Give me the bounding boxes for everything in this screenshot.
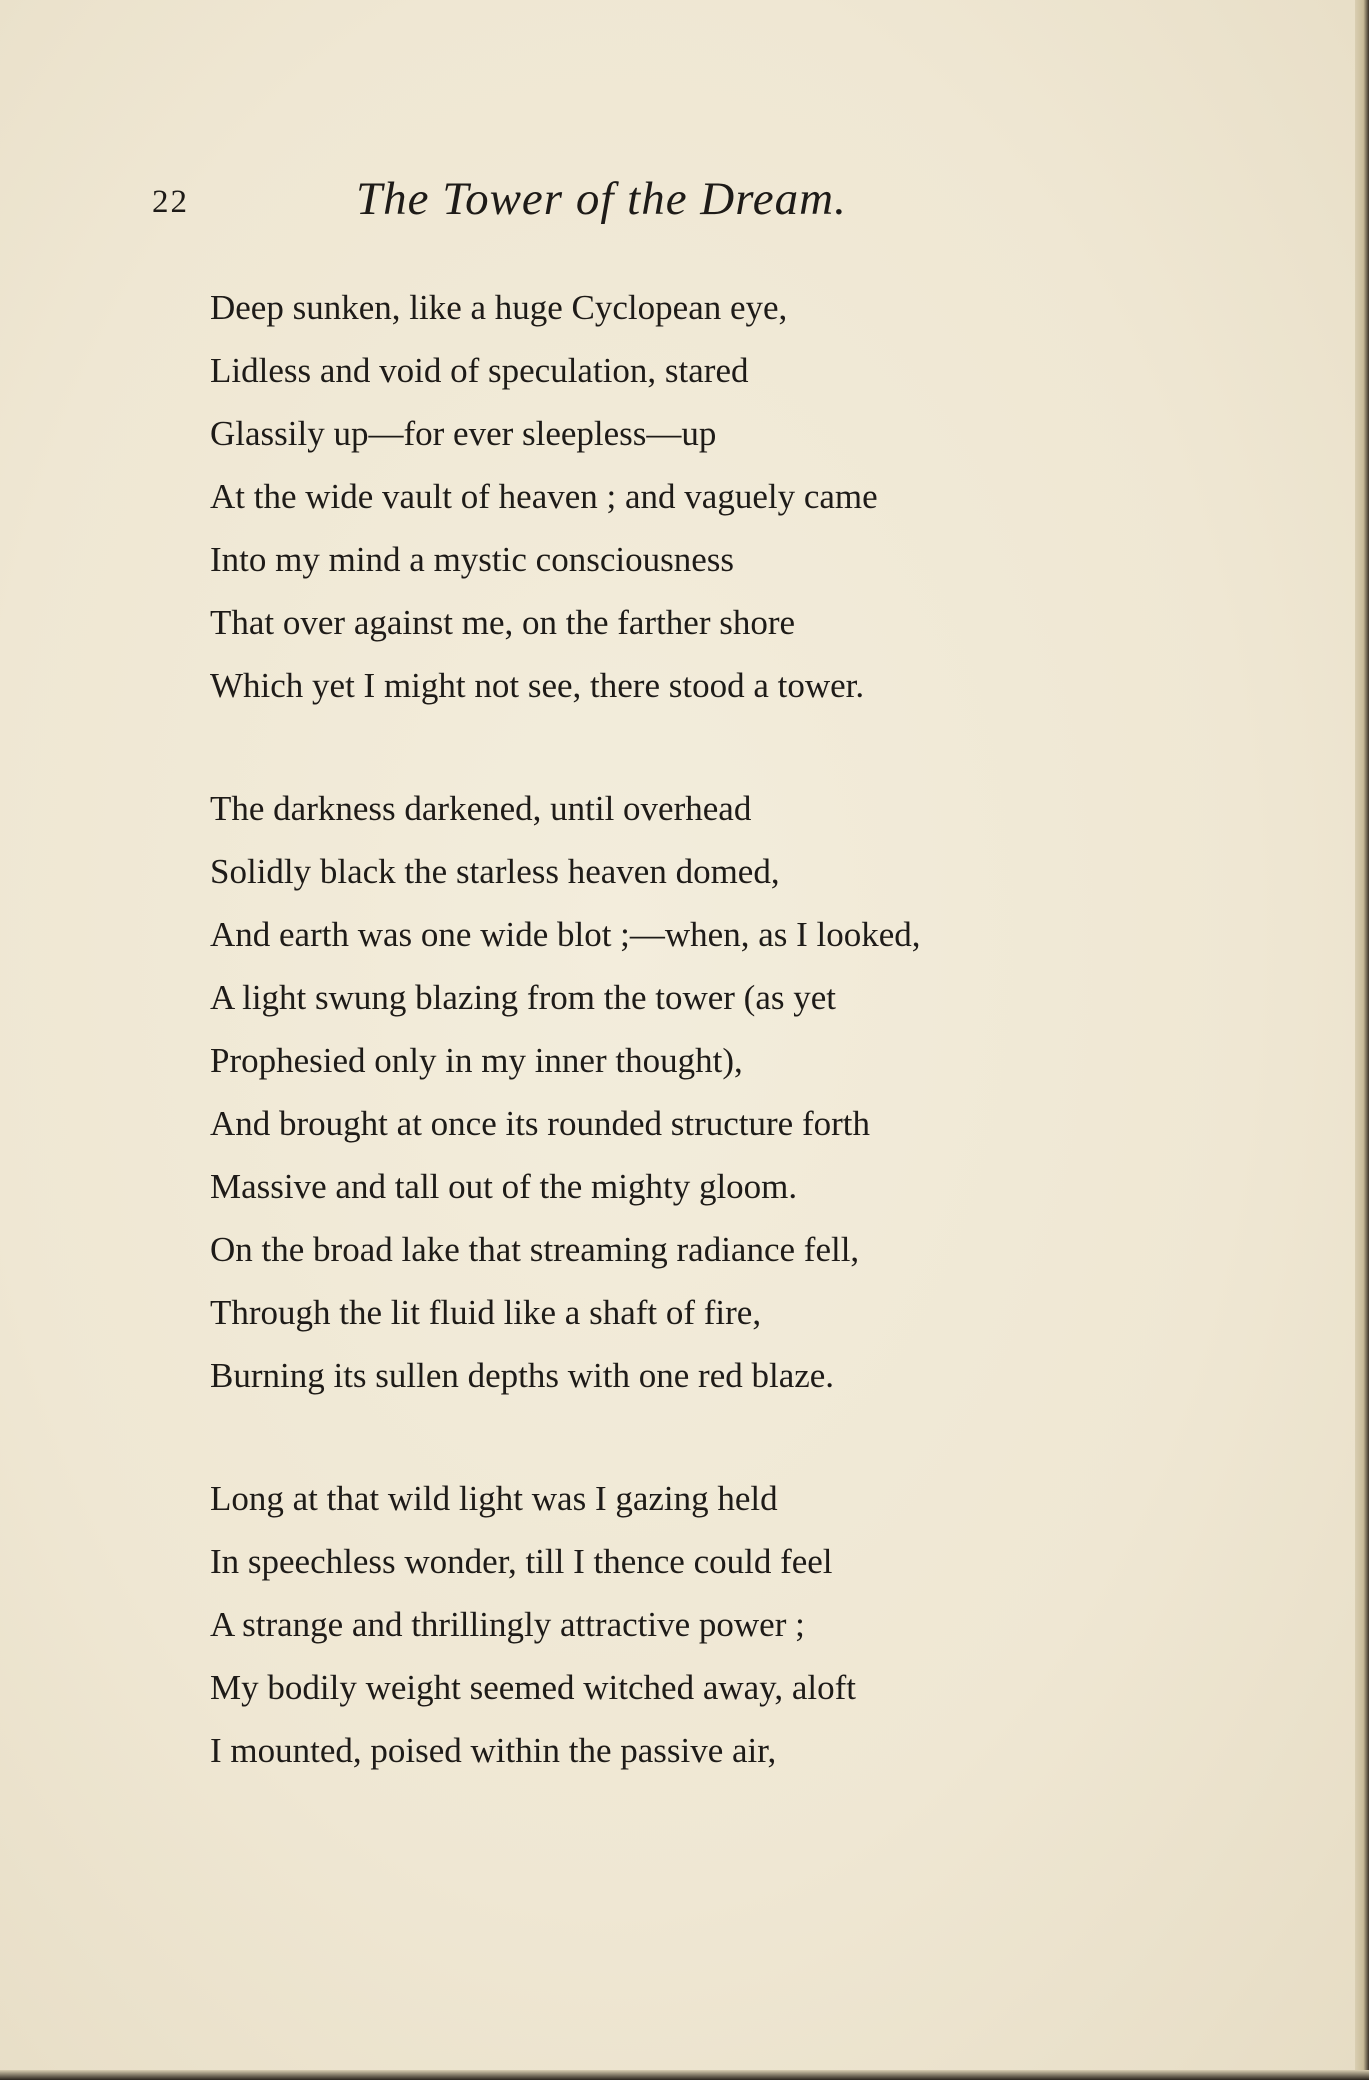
poem-line: Into my mind a mystic consciousness xyxy=(210,540,734,579)
page-header xyxy=(152,172,1052,232)
stanza xyxy=(210,1467,1210,1782)
poem-line: Deep sunken, like a huge Cyclopean eye, xyxy=(210,288,788,327)
running-title: The Tower of the Dream. xyxy=(356,173,847,225)
poem-line: That over against me, on the farther shore xyxy=(210,603,796,642)
poem-line: Prophesied only in my inner thought), xyxy=(210,1041,743,1080)
poem-line: Glassily up—for ever sleepless—up xyxy=(210,414,717,453)
poem-line: And brought at once its rounded structure forth xyxy=(210,1104,870,1143)
stanza xyxy=(210,276,1210,717)
poem-line: I mounted, poised within the passive air, xyxy=(210,1731,777,1770)
page-number: 22 xyxy=(152,184,189,220)
poem-line: Burning its sullen depths with one red blaze. xyxy=(210,1356,835,1395)
poem-body xyxy=(210,276,1210,1842)
poem-line: On the broad lake that streaming radiance fell, xyxy=(210,1230,860,1269)
poem-line: A strange and thrillingly attractive power ; xyxy=(210,1605,805,1644)
poem-line: Massive and tall out of the mighty gloom. xyxy=(210,1167,798,1206)
poem-line: At the wide vault of heaven ; and vaguely came xyxy=(210,477,878,516)
poem-line: My bodily weight seemed witched away, aloft xyxy=(210,1668,857,1707)
poem-line: Long at that wild light was I gazing held xyxy=(210,1479,778,1518)
poem-line: Which yet I might not see, there stood a tower. xyxy=(210,666,865,705)
stanza xyxy=(210,777,1210,1407)
poem-line: And earth was one wide blot ;—when, as I looked, xyxy=(210,915,921,954)
poem-line: A light swung blazing from the tower (as yet xyxy=(210,978,836,1017)
poem-line: Through the lit fluid like a shaft of fire, xyxy=(210,1293,762,1332)
page-edge-right xyxy=(1355,0,1369,2080)
poem-line: In speechless wonder, till I thence could feel xyxy=(210,1542,833,1581)
page-edge-bottom xyxy=(0,2070,1369,2080)
poem-line: Solidly black the starless heaven domed, xyxy=(210,852,780,891)
poem-line: The darkness darkened, until overhead xyxy=(210,789,752,828)
poem-line: Lidless and void of speculation, stared xyxy=(210,351,749,390)
